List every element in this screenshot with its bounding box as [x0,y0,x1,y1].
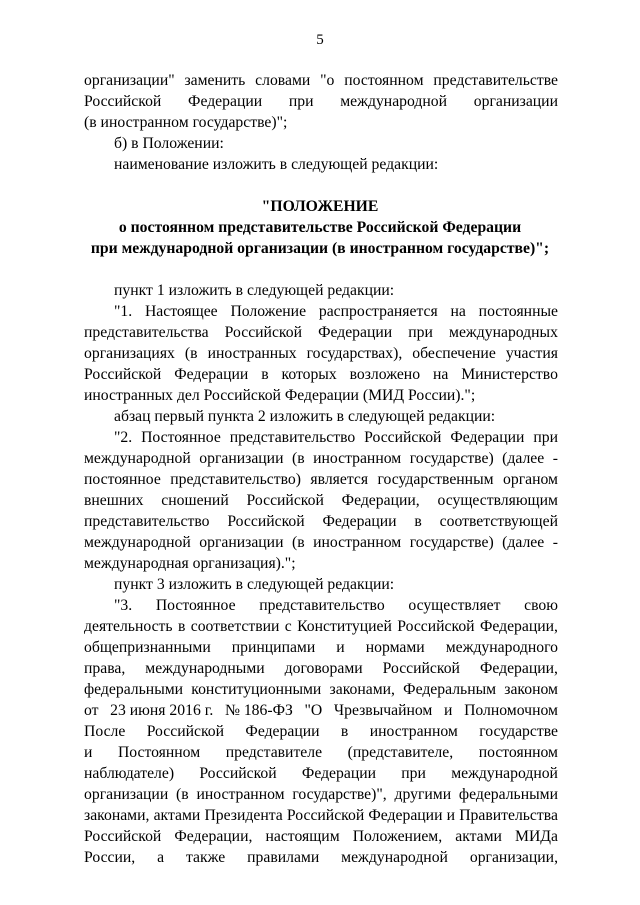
word: федеральными [458,786,558,803]
word: - [552,450,558,467]
word: Постоянном [117,744,201,761]
word: иностранном [369,723,458,740]
word: Российской [364,429,442,446]
word: организации [473,93,558,110]
word: Полномочном [464,702,558,719]
word: международной [340,93,448,110]
word: государствах), [306,345,403,362]
word: международными [145,660,265,677]
word: на [432,366,449,383]
text-line [84,637,558,658]
word: Федерации [368,807,443,824]
word: постоянные [478,303,558,320]
word: Российской [199,765,277,782]
word: Министерство [461,366,558,383]
word: конституционными [191,681,322,698]
word: Конституцией [297,618,392,635]
word: и [84,744,93,761]
word: другими [394,786,452,803]
word: Федерации [318,324,393,341]
word: от [84,702,99,719]
word: в [414,513,422,530]
text-line [84,679,558,700]
word: представительство [229,429,356,446]
word: принципами [231,639,316,656]
word: № 186-ФЗ [224,702,293,719]
word: - [552,534,558,551]
word: и [446,807,456,824]
word: "о [320,72,335,89]
word: общепризнанными [84,639,211,656]
word: Чрезвычайном [333,702,433,719]
word: сношений [161,492,229,509]
word: представительство) [170,471,301,488]
text-line [114,595,558,616]
text-line [114,301,558,322]
heading-line: при международной организации (в иностранном государстве)"; [90,240,550,257]
word: которых [281,366,337,383]
word: с [284,618,292,635]
word: представительстве [433,72,558,89]
word: договорами [284,660,363,677]
word: права, [84,660,126,677]
text-line [84,847,558,868]
word: заменить [184,72,246,89]
word: на [450,303,466,320]
word: представительство [84,513,210,530]
word: представительство [259,597,385,614]
word: Российской [227,513,305,530]
word: иностранном [196,786,285,803]
heading-line: о постоянном представительстве Российской Федерации [118,219,522,236]
word: Федерации, [174,828,253,845]
text-line [84,490,558,511]
word: После [84,723,126,740]
text-line [84,742,558,763]
word: Федерации [450,429,525,446]
text-line: пункт 3 изложить в следующей редакции: [114,576,395,593]
word: законами, [84,807,150,824]
word: России, [84,849,136,866]
word: а [157,849,165,866]
word: Российской [84,93,162,110]
word: внешних [84,492,144,509]
word: при [401,765,426,782]
text-line [84,70,558,91]
word: федеральными [84,681,184,698]
word: иностранных [207,345,297,362]
heading-line: "ПОЛОЖЕНИЕ [261,198,379,215]
word: Федерации [188,93,263,110]
text-line [84,469,558,490]
page-number: 5 [316,32,324,48]
word: в [261,366,269,383]
word: международной [341,849,448,866]
word: организации [199,534,284,551]
text-line [84,826,558,847]
word: представительства [84,324,209,341]
text-line [84,448,558,469]
word: (в [291,450,305,467]
text-line [84,343,558,364]
text-line: международная организация)."; [84,555,296,572]
word: в [340,723,349,740]
word: (далее [502,534,545,551]
word: постоянном [478,744,558,761]
word: организации" [84,72,175,89]
text-line: иностранных дел Российской Федерации (МИД России)."; [84,387,476,404]
word: "О [304,702,323,719]
word: международного [445,639,558,656]
text-line: абзац первый пункта 2 изложить в следующей редакции: [114,408,496,425]
word: (в [184,345,198,362]
word: законом [504,681,558,698]
word: является [310,471,369,488]
word: 23 июня 2016 г. [110,702,214,719]
word: наблюдателе) [84,765,175,782]
word: и [336,639,345,656]
word: актами [455,828,502,845]
word: Федерации [245,723,320,740]
word: "1. [114,303,133,320]
word: возложено [349,366,421,383]
word: международной [451,765,558,782]
word: Российской [286,807,365,824]
word: Правительства [459,807,558,824]
word: представителе [225,744,323,761]
text-line: наименование изложить в следующей редакции: [114,156,439,173]
word: государстве) [409,534,494,551]
word: органом [503,471,558,488]
word: "3. [114,597,133,614]
word: постоянном [344,72,424,89]
text-line [84,700,558,721]
word: организациях [84,345,175,362]
word: Федерации, [341,492,420,509]
text-line [84,91,558,112]
word: словами [255,72,311,89]
word: Федерации [174,366,249,383]
word: государстве)", [292,786,387,803]
word: Федерации, [479,660,558,677]
word: Президента [204,807,283,824]
word: нормами [365,639,425,656]
word: (в [291,534,305,551]
text-line [84,658,558,679]
word: правилами [247,849,320,866]
word: Российской [146,723,225,740]
word: Положение [230,303,307,320]
word: (далее [502,450,545,467]
word: государстве [479,723,558,740]
text-line [84,616,558,637]
text-line [84,532,558,553]
word: иностранном [313,534,402,551]
word: МИДа [515,828,558,845]
word: деятельность [84,618,173,635]
word: Российской [382,660,460,677]
word: (представителе, [347,744,454,761]
word: при [533,429,558,446]
word: при [408,324,433,341]
word: соответствующей [439,513,558,530]
word: Федерации [301,765,377,782]
word: участия [505,345,558,362]
text-line [84,721,558,742]
word: Федеральным [403,681,497,698]
text-line [84,322,558,343]
text-line: пункт 1 изложить в следующей редакции: [114,282,395,299]
word: обеспечение [412,345,496,362]
word: иностранном [313,450,402,467]
word: законами, [329,681,395,698]
word: Российской [84,366,162,383]
word: международных [449,324,558,341]
word: осуществляет [408,597,501,614]
word: организации [84,786,169,803]
word: Постоянное [141,429,221,446]
word: постоянное [84,471,161,488]
text-line [84,784,558,805]
word: Российской [84,828,162,845]
word: организации, [469,849,558,866]
word: настоящим [265,828,340,845]
text-line [84,511,558,532]
text-line [84,364,558,385]
text-line: б) в Положении: [114,135,224,152]
word: Российской [397,618,475,635]
word: Федерации [322,513,397,530]
text-line [114,427,558,448]
word: государственным [377,471,494,488]
word: организации [199,450,284,467]
word: "2. [114,429,133,446]
word: и [444,702,453,719]
word: государстве) [409,450,494,467]
word: соответствии [190,618,280,635]
word: актами [153,807,201,824]
word: Российской [246,492,324,509]
word: при [288,93,314,110]
word: распространяется [318,303,438,320]
word: осуществляющим [437,492,558,509]
word: международной [84,450,191,467]
word: Российской [224,324,302,341]
word: (в [176,786,189,803]
word: Постоянное [155,597,236,614]
word: также [186,849,226,866]
word: Настоящее [144,303,218,320]
text-line [84,805,558,826]
text-line [84,763,558,784]
word: Федерации, [479,618,558,635]
word: Положением, [352,828,443,845]
text-line: (в иностранном государстве)"; [84,114,288,131]
word: в [177,618,186,635]
word: международной [84,534,191,551]
word: свою [524,597,558,614]
